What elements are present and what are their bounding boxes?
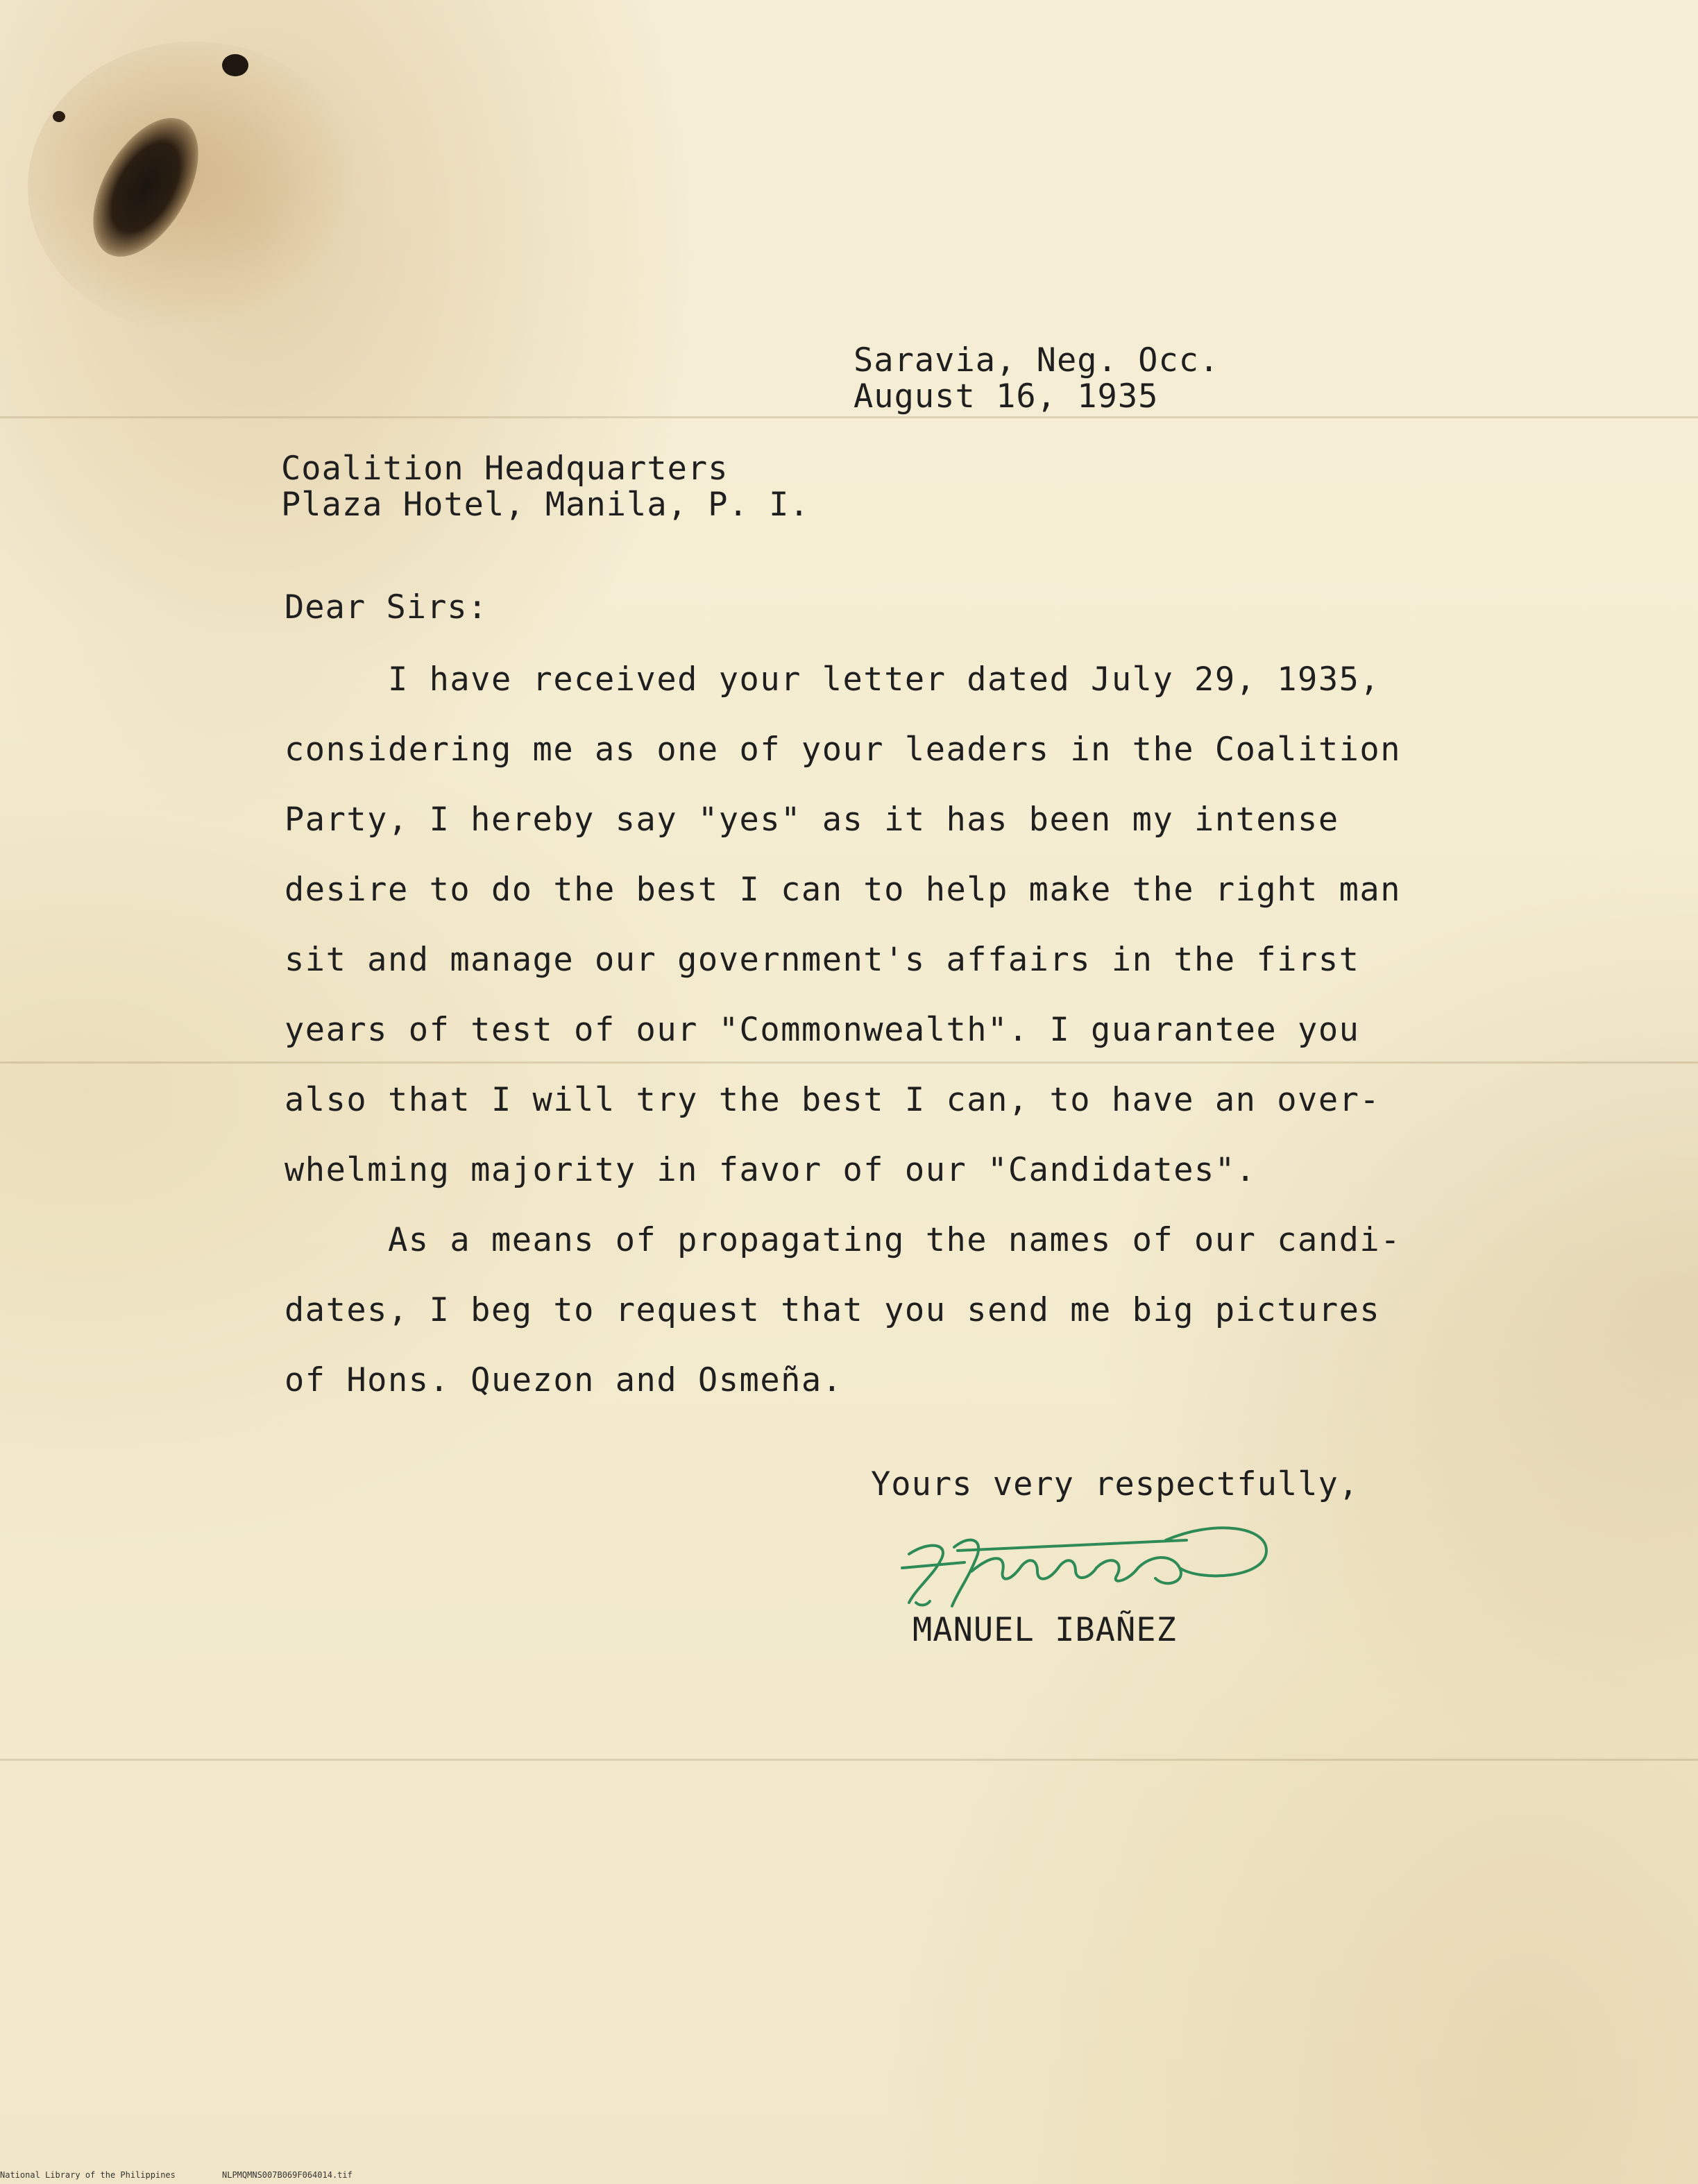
body-line: As a means of propagating the names of our candi- (285, 1221, 1402, 1259)
body-line: Party, I hereby say "yes" as it has been my intense (285, 801, 1339, 839)
archive-footer: National Library of the Philippines (0, 2170, 176, 2180)
closing: Yours very respectfully, (871, 1465, 1359, 1503)
salutation: Dear Sirs: (285, 588, 488, 626)
body-line: dates, I beg to request that you send me big pictures (285, 1291, 1381, 1329)
paper-fold (0, 1759, 1698, 1761)
body-line: years of test of our "Commonwealth". I guarantee you (285, 1011, 1360, 1049)
paper-fold (0, 416, 1698, 418)
ink-spot (222, 54, 248, 76)
letter-date: August 16, 1935 (854, 377, 1159, 416)
letter-place: Saravia, Neg. Occ. (854, 341, 1220, 379)
stain-halo (28, 42, 361, 333)
body-line: whelming majority in favor of our "Candidates". (285, 1151, 1257, 1189)
recipient-line-1: Coalition Headquarters (281, 450, 729, 488)
body-line: I have received your letter dated July 29, 1935, (285, 660, 1381, 699)
body-line: sit and manage our government's affairs in the first (285, 941, 1360, 979)
body-line: of Hons. Quezon and Osmeña. (285, 1361, 843, 1399)
ink-spot (53, 111, 65, 122)
recipient-line-2: Plaza Hotel, Manila, P. I. (281, 486, 810, 524)
body-line: desire to do the best I can to help make the right man (285, 871, 1402, 909)
body-line: also that I will try the best I can, to have an over- (285, 1081, 1381, 1119)
paper-fold (0, 1061, 1698, 1064)
signature-name: MANUEL IBAÑEZ (912, 1611, 1177, 1649)
file-id: NLPMQMNS007B069F064014.tif (222, 2170, 353, 2180)
body-line: considering me as one of your leaders in the Coalition (285, 731, 1402, 769)
handwritten-signature (888, 1512, 1277, 1623)
